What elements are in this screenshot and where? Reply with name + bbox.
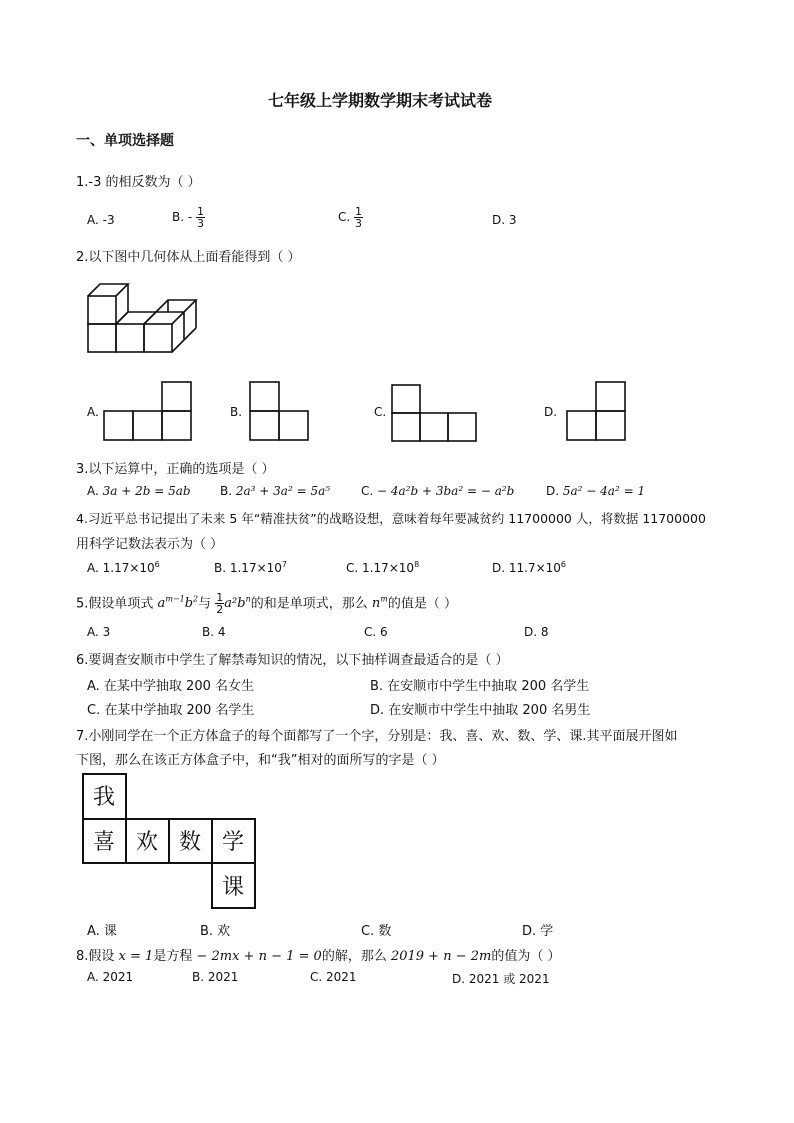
q4-option-b-label: B. 1.17×10 bbox=[214, 561, 282, 575]
q4-option-d-label: D. 11.7×10 bbox=[492, 561, 561, 575]
question-7-line-1: 7.小刚同学在一个正方体盒子的每个面都写了一个字，分别是：我、喜、欢、数、学、课.其平面展开图如 bbox=[76, 729, 678, 744]
q1-option-d[interactable]: D. 3 bbox=[492, 213, 517, 227]
question-4-line-1: 4.习近平总书记提出了未来 5 年“精准扶贫”的战略设想，意味着每年要减贫约 11700000 人，将数据 11700000 bbox=[76, 511, 706, 526]
exponent: 6 bbox=[154, 560, 160, 569]
q3-option-a-expr: 3a + 2b = 5ab bbox=[102, 484, 191, 498]
q7-option-c[interactable]: C. 数 bbox=[361, 924, 392, 939]
q3-option-c-expr: − 4a²b + 3ba² = − a²b bbox=[377, 484, 515, 498]
q5-option-b[interactable]: B. 4 bbox=[202, 625, 226, 639]
q6-option-d[interactable]: D. 在安顺市中学生中抽取 200 名男生 bbox=[370, 703, 591, 718]
question-5 bbox=[76, 585, 457, 619]
q3-option-c-label: C. bbox=[361, 484, 374, 498]
q5-option-d[interactable]: D. 8 bbox=[524, 625, 549, 639]
q7-option-b[interactable]: B. 欢 bbox=[200, 924, 231, 939]
q8-option-a[interactable]: A. 2021 bbox=[87, 970, 134, 984]
question-7-line-2: 下图，那么在该正方体盒子中，和“我”相对的面所写的字是（ ） bbox=[76, 753, 445, 768]
q2-figure-c bbox=[391, 382, 481, 444]
q2-figure-b bbox=[249, 380, 311, 442]
net-face-6: 课 bbox=[221, 875, 245, 900]
q5-option-c[interactable]: C. 6 bbox=[364, 625, 388, 639]
question-3: 3.以下运算中，正确的选项是（ ） bbox=[76, 462, 275, 477]
exponent: 7 bbox=[281, 560, 287, 569]
q6-option-c[interactable]: C. 在某中学抽取 200 名学生 bbox=[87, 703, 255, 718]
q3-option-b-label: B. bbox=[220, 484, 233, 498]
q3-option-d[interactable] bbox=[546, 484, 645, 498]
q5-term-1: $a^{m-1}b^2$ bbox=[157, 595, 199, 612]
q3-option-d-expr: 5a² − 4a² = 1 bbox=[562, 484, 646, 498]
q5-prefix: 5.假设单项式 bbox=[76, 596, 154, 612]
q2-figure-d bbox=[566, 380, 628, 442]
q4-option-c[interactable] bbox=[346, 560, 419, 575]
net-face-2: 喜 bbox=[92, 830, 116, 855]
net-face-3: 欢 bbox=[135, 830, 159, 855]
q8-option-d[interactable]: D. 2021 或 2021 bbox=[452, 972, 550, 986]
exponent: 6 bbox=[560, 560, 567, 569]
q1-option-c[interactable] bbox=[338, 206, 363, 229]
q5-end: 的值是（ ） bbox=[387, 596, 457, 612]
q6-option-a[interactable]: A. 在某中学抽取 200 名女生 bbox=[87, 679, 255, 694]
q1-option-c-label: C. bbox=[338, 210, 351, 224]
net-face-1: 我 bbox=[92, 785, 116, 810]
q8-end: 的值为（ ） bbox=[491, 949, 561, 964]
question-4-line-2: 用科学记数法表示为（ ） bbox=[76, 537, 224, 552]
q3-option-a-label: A. bbox=[87, 484, 99, 498]
q8-mid: 是方程 bbox=[153, 949, 193, 964]
q8-expr-3: 2019 + n − 2m bbox=[390, 949, 492, 964]
cube-net bbox=[82, 773, 258, 911]
net-face-4: 数 bbox=[178, 830, 202, 855]
q1-option-a[interactable]: A. -3 bbox=[87, 213, 115, 227]
q5-term-3: $n^m$ bbox=[371, 595, 388, 612]
q7-option-d[interactable]: D. 学 bbox=[522, 924, 554, 939]
fraction: $\frac{1}{3}$ bbox=[355, 205, 363, 230]
q8-prefix: 8.假设 bbox=[76, 949, 115, 964]
q5-term-2: $a^2b^n$ bbox=[224, 595, 251, 612]
q8-option-c[interactable]: C. 2021 bbox=[310, 970, 357, 984]
q2-option-a[interactable]: A. bbox=[87, 405, 99, 419]
solid-figure bbox=[86, 280, 201, 356]
q8-expr-1: x = 1 bbox=[118, 949, 154, 964]
question-1: 1.-3 的相反数为（ ） bbox=[76, 175, 201, 190]
q3-option-d-label: D. bbox=[546, 484, 560, 498]
question-8 bbox=[76, 945, 560, 964]
q2-option-b[interactable]: B. bbox=[230, 405, 243, 419]
q3-option-a[interactable] bbox=[87, 484, 191, 498]
q5-mid: 与 bbox=[198, 596, 212, 612]
fraction: $\frac{1}{3}$ bbox=[197, 205, 205, 230]
q3-option-b[interactable] bbox=[220, 484, 330, 498]
q2-figure-a bbox=[103, 380, 193, 442]
q2-option-d[interactable]: D. bbox=[544, 405, 558, 419]
q4-option-a[interactable] bbox=[87, 560, 160, 575]
q4-option-b[interactable] bbox=[214, 560, 287, 575]
question-6: 6.要调查安顺市中学生了解禁毒知识的情况，以下抽样调查最适合的是（ ） bbox=[76, 653, 509, 668]
section-heading: 一、单项选择题 bbox=[76, 133, 174, 149]
q4-option-d[interactable] bbox=[492, 560, 566, 575]
q5-suffix: 的和是单项式，那么 bbox=[250, 596, 368, 612]
q4-option-c-label: C. 1.17×10 bbox=[346, 561, 415, 575]
q8-mid-2: 的解，那么 bbox=[321, 949, 387, 964]
q3-option-c[interactable] bbox=[361, 484, 514, 498]
q6-option-b[interactable]: B. 在安顺市中学生中抽取 200 名学生 bbox=[370, 679, 590, 694]
net-face-5: 学 bbox=[221, 830, 245, 855]
question-2: 2.以下图中几何体从上面看能得到（ ） bbox=[76, 250, 301, 265]
q1-option-b-label: B. - bbox=[172, 210, 193, 224]
q1-option-b[interactable] bbox=[172, 206, 205, 229]
fraction: $\frac{1}{2}$ bbox=[216, 591, 224, 617]
q8-expr-2: − 2mx + n − 1 = 0 bbox=[196, 949, 322, 964]
q8-option-b[interactable]: B. 2021 bbox=[192, 970, 239, 984]
q5-option-a[interactable]: A. 3 bbox=[87, 625, 111, 639]
exponent: 8 bbox=[414, 560, 420, 569]
q3-option-b-expr: 2a³ + 3a² = 5a⁵ bbox=[235, 484, 331, 498]
q7-option-a[interactable]: A. 课 bbox=[87, 924, 117, 939]
page-title: 七年级上学期数学期末考试试卷 bbox=[268, 91, 493, 110]
q4-option-a-label: A. 1.17×10 bbox=[87, 561, 155, 575]
q2-option-c[interactable]: C. bbox=[374, 405, 387, 419]
